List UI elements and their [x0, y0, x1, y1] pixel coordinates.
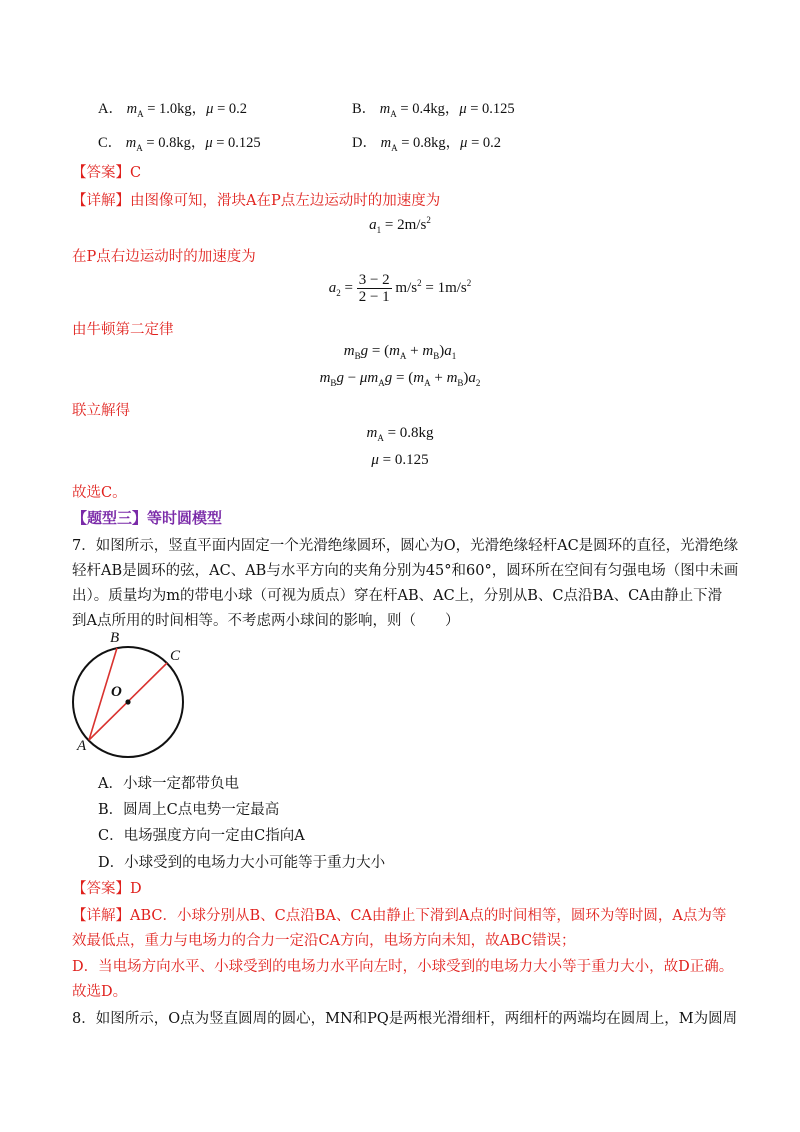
eq-newton1: $m_Bg = (m_A + m_B)a_1$	[343, 343, 457, 361]
conclusion-q7: 故选D。	[72, 984, 128, 1000]
eq-mu: μ = 0.125	[371, 452, 429, 468]
q7-option-d: D．小球受到的电场力大小可能等于重力大小	[98, 855, 386, 871]
detail-q6-line2: 在P点右边运动时的加速度为	[72, 249, 256, 265]
eq-ma: $m_A = 0.8kg$	[366, 425, 434, 443]
detail-q6-line4: 联立解得	[72, 403, 130, 419]
option-d: D． $m_A = 0.8kg$，μ = 0.2	[352, 135, 501, 153]
conclusion-q6: 故选C。	[72, 485, 127, 501]
label-b: B	[110, 630, 120, 646]
label-o: O	[111, 684, 122, 700]
q7-option-a: A．小球一定都带负电	[98, 776, 239, 792]
label-c: C	[170, 648, 181, 664]
q7-line4: 到A点所用的时间相等。不考虑两小球间的影响，则（ ）	[72, 613, 460, 629]
option-b: B． $m_A = 0.4kg$，μ = 0.125	[352, 101, 515, 119]
q7-option-b: B．圆周上C点电势一定最高	[98, 802, 280, 818]
q7-option-c: C．电场强度方向一定由C指向A	[98, 828, 305, 844]
detail-q6-line3: 由牛顿第二定律	[72, 322, 174, 338]
q7-line2: 轻杆AB是圆环的弦，AC、AB与水平方向的夹角分别为45°和60°，圆环所在空间有匀强电场（图中未画	[72, 563, 739, 579]
eq-a2: $a_2$ = $\frac{3 - 2}{2 - 1}$ $m/s^2 = 1m/s^2$	[328, 272, 472, 305]
option-a: A． $m_A = 1.0kg$，μ = 0.2	[98, 101, 247, 119]
detail-q6-line1: 【详解】由图像可知，滑块A在P点左边运动时的加速度为	[72, 193, 441, 209]
detail-q7-line2: 效最低点，重力与电场力的合力一定沿CA方向，电场方向未知，故ABC错误；	[72, 933, 576, 949]
detail-q7-line1: 【详解】ABC．小球分别从B、C点沿BA、CA由静止下滑到A点的时间相等，圆环为等时圆，A点为等	[72, 908, 727, 924]
eq-a1: $a_1 = 2m/s^2$	[369, 215, 431, 235]
q7-line3: 出）。质量均为m的带电小球（可视为质点）穿在杆AB、AC上，分别从B、C点沿BA、CA由静止下滑	[72, 588, 723, 604]
detail-q7-line3: D．当电场方向水平、小球受到的电场力水平向左时，小球受到的电场力大小等于重力大小，故D正确。	[72, 959, 734, 975]
eq-newton2: $m_Bg - \mu m_Ag = (m_A + m_B)a_2$	[319, 370, 481, 388]
center-dot	[125, 699, 130, 704]
answer-q7: 【答案】D	[72, 881, 142, 897]
q8-line1: 8．如图所示，O点为竖直圆周的圆心，MN和PQ是两根光滑细杆，两细杆的两端均在圆周上，M为圆周	[72, 1011, 738, 1027]
answer-q6: 【答案】C	[72, 165, 142, 181]
section-title: 【题型三】等时圆模型	[72, 509, 223, 527]
q7-line1: 7．如图所示，竖直平面内固定一个光滑绝缘圆环，圆心为O，光滑绝缘轻杆AC是圆环的直径，光滑绝缘	[72, 538, 739, 554]
option-c: C． $m_A = 0.8kg$，μ = 0.125	[98, 135, 261, 153]
label-a: A	[77, 738, 87, 754]
